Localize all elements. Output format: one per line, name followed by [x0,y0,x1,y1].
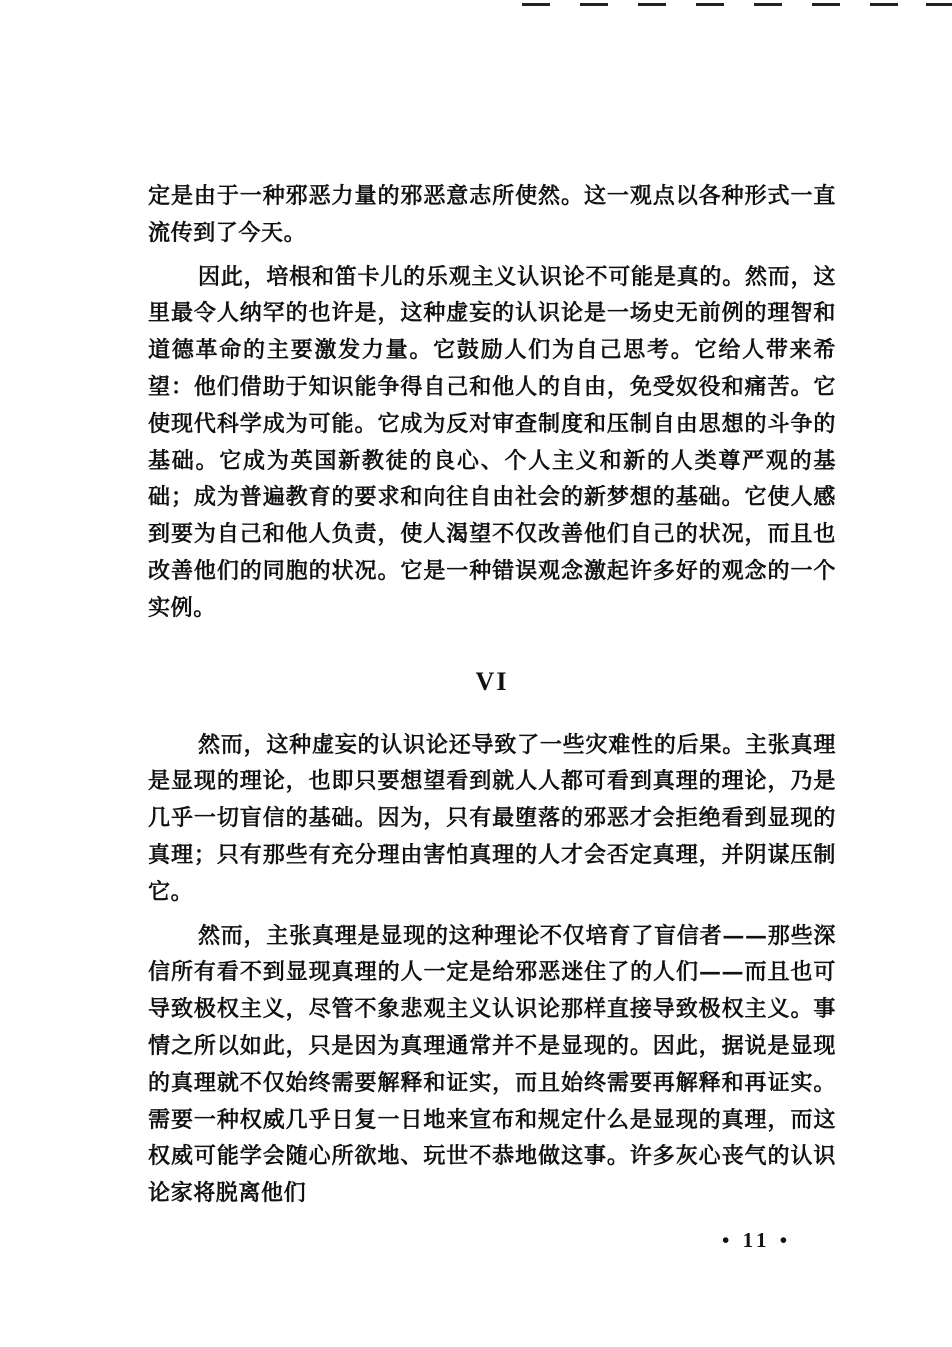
paragraph: 因此，培根和笛卡儿的乐观主义认识论不可能是真的。然而，这里最令人纳罕的也许是，这种虚妄的认识论是一场史无前例的理智和道德革命的主要激发力量。它鼓励人们为自己思考。它给人带来希望：他们借助于知识能争得自己和他人的自由，免受奴役和痛苦。它使现代科学成为可能。它成为反对审查制度和压制自由思想的斗争的基础。它成为英国新教徒的良心、个人主义和新的人类尊严观的基础；成为普遍教育的要求和向往自由社会的新梦想的基础。它使人感到要为自己和他人负责，使人渴望不仅改善他们自己的状况，而且也改善他们的同胞的状况。它是一种错误观念激起许多好的观念的一个实例。 [148,263,836,621]
top-edge-rules [520,0,952,12]
paragraph: 然而，主张真理是显现的这种理论不仅培育了盲信者——那些深信所有看不到显现真理的人一定是给邪恶迷住了的人们——而且也可导致极权主义，尽管不象悲观主义认识论那样直接导致极权主义。事情之所以如此，只是因为真理通常并不是显现的。因此，据说是显现的真理就不仅始终需要解释和证实，而且始终需要再解释和再证实。需要一种权威几乎日复一日地来宣布和规定什么是显现的真理，而这权威可能学会随心所欲地、玩世不恭地做这事。许多灰心丧气的认识论家将脱离他们 [148,922,836,1207]
paragraph-continued: 定是由于一种邪恶力量的邪恶意志所使然。这一观点以各种形式一直流传到了今天。 [148,183,836,246]
section-heading: VI [475,666,509,696]
page-body [148,178,836,1212]
page-number: • 11 • [722,1228,792,1252]
paragraph: 然而，这种虚妄的认识论还导致了一些灾难性的后果。主张真理是显现的理论，也即只要想望看到就人人都可看到真理的理论，乃是几乎一切盲信的基础。因为，只有最堕落的邪恶才会拒绝看到显现的真理；只有那些有充分理由害怕真理的人才会否定真理，并阴谋压制它。 [148,731,836,905]
